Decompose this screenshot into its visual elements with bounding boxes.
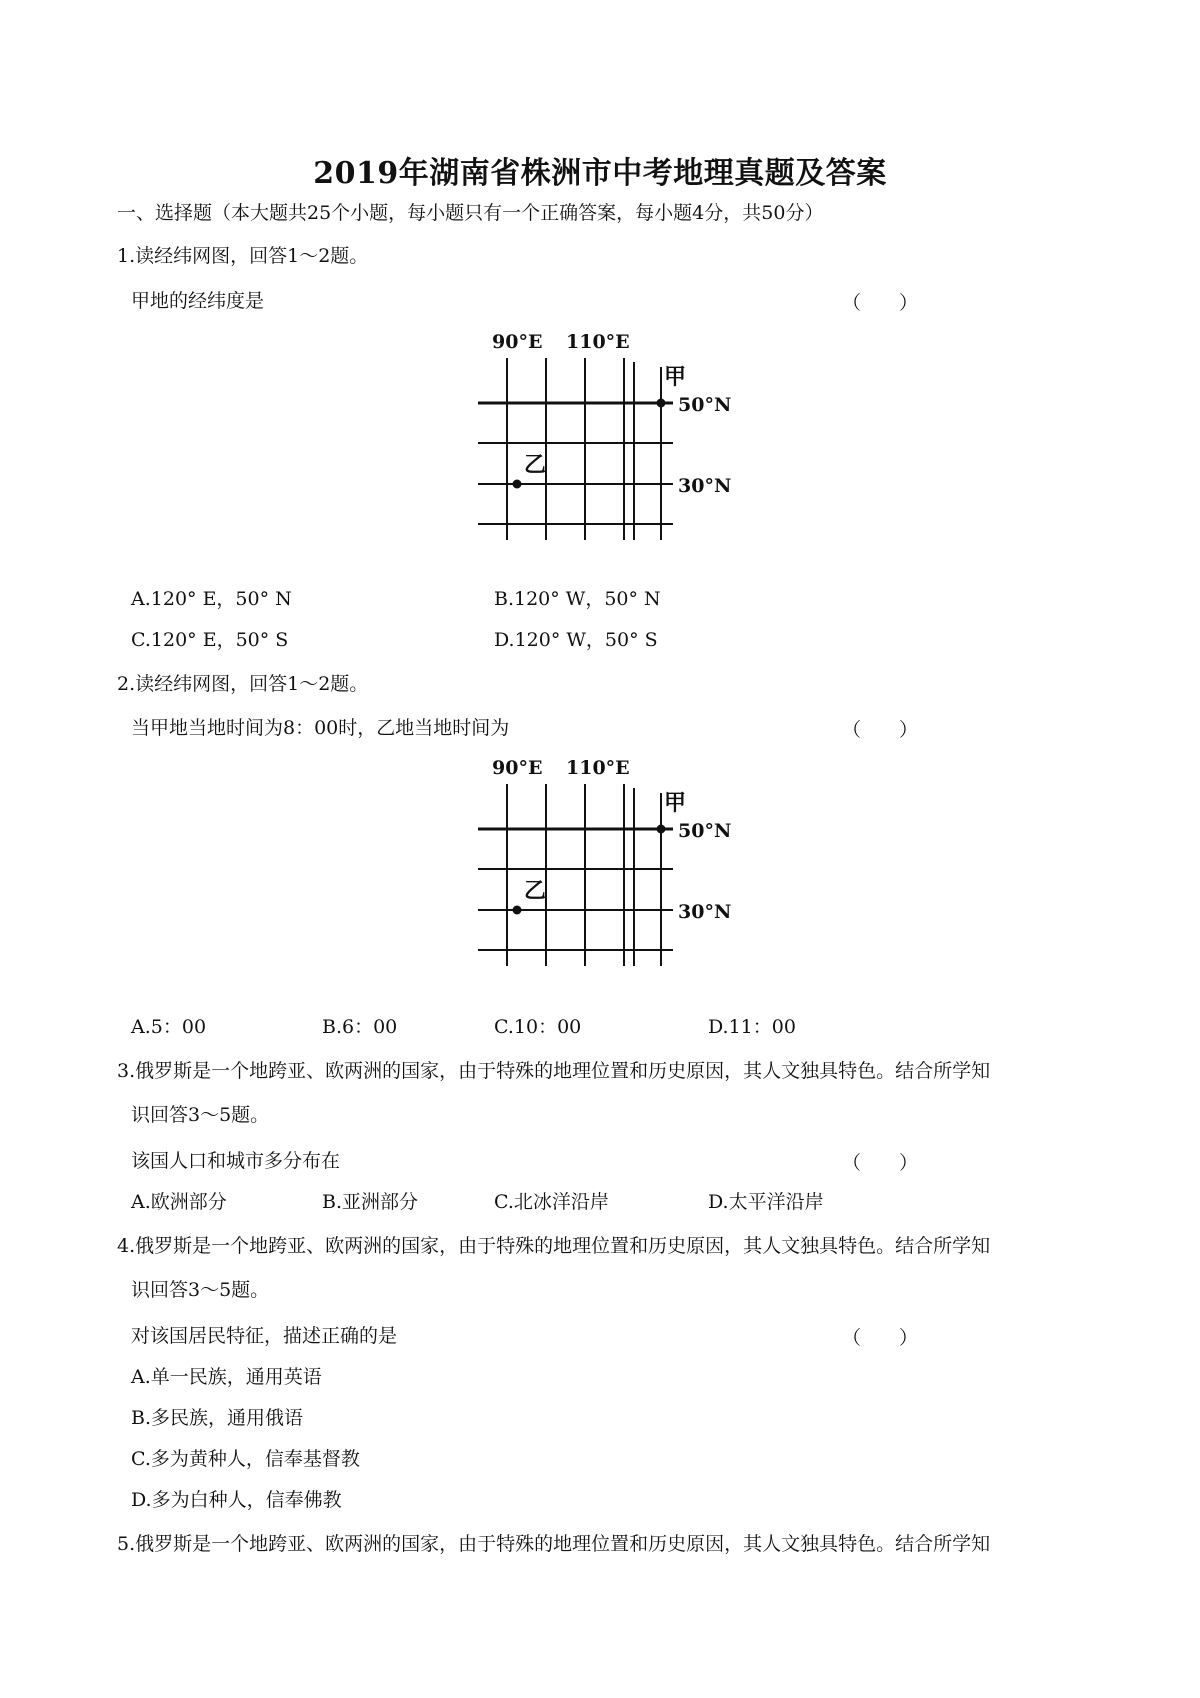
q2-option-d: D.11：00: [708, 1016, 796, 1038]
q1-question: 甲地的经纬度是: [131, 290, 265, 312]
q2-option-a: A.5：00: [131, 1016, 207, 1038]
q4-option-d: D.多为白种人，信奉佛教: [131, 1489, 342, 1511]
q1-option-c: C.120° E，50° S: [131, 629, 289, 651]
q3-question: 该国人口和城市多分布在: [131, 1150, 341, 1172]
q4-stem-line1: 4.俄罗斯是一个地跨亚、欧两洲的国家，由于特殊的地理位置和历史原因，其人文独具特色。结合所学知: [117, 1235, 991, 1257]
lon-label-90e: 90°E: [492, 757, 543, 779]
lon-label-110e: 110°E: [566, 757, 630, 779]
q4-question: 对该国居民特征，描述正确的是: [131, 1325, 398, 1347]
q4-answer-blank: （ ）: [842, 1327, 919, 1349]
lat-label-50n: 50°N: [678, 394, 732, 416]
lon-label-90e: 90°E: [492, 331, 543, 353]
q3-option-d: D.太平洋沿岸: [708, 1191, 824, 1213]
q5-stem-line1: 5.俄罗斯是一个地跨亚、欧两洲的国家，由于特殊的地理位置和历史原因，其人文独具特色。结合所学知: [117, 1533, 991, 1555]
q1-answer-blank: （ ）: [842, 292, 919, 314]
q2-option-c: C.10：00: [494, 1016, 582, 1038]
q2-stem: 2.读经纬网图，回答1～2题。: [117, 673, 369, 695]
point-yi-label: 乙: [524, 452, 547, 478]
q4-stem-line2: 识回答3～5题。: [131, 1279, 270, 1301]
q4-option-b: B.多民族，通用俄语: [131, 1407, 304, 1429]
q2-answer-blank: （ ）: [842, 719, 919, 741]
point-jia-label: 甲: [664, 790, 687, 816]
q2-option-b: B.6：00: [322, 1016, 398, 1038]
point-jia-dot: [657, 399, 666, 408]
q4-option-c: C.多为黄种人，信奉基督教: [131, 1448, 360, 1470]
q3-stem-line2: 识回答3～5题。: [131, 1104, 270, 1126]
q3-option-a: A.欧洲部分: [131, 1191, 227, 1213]
lat-label-30n: 30°N: [678, 475, 732, 497]
lon-label-110e: 110°E: [566, 331, 630, 353]
point-yi-dot: [513, 906, 522, 915]
q1-option-d: D.120° W，50° S: [494, 629, 658, 651]
q3-stem-line1: 3.俄罗斯是一个地跨亚、欧两洲的国家，由于特殊的地理位置和历史原因，其人文独具特色。结合所学知: [117, 1060, 991, 1082]
section-header: 一、选择题（本大题共25个小题，每小题只有一个正确答案，每小题4分，共50分）: [117, 202, 824, 224]
q3-option-c: C.北冰洋沿岸: [494, 1191, 609, 1213]
page-title: 2019年湖南省株洲市中考地理真题及答案: [313, 156, 887, 191]
q3-answer-blank: （ ）: [842, 1152, 919, 1174]
q2-question: 当甲地当地时间为8：00时，乙地当地时间为: [131, 717, 510, 739]
lat-label-30n: 30°N: [678, 901, 732, 923]
q2-lat-lon-grid: [478, 748, 738, 968]
point-yi-dot: [513, 480, 522, 489]
q1-option-a: A.120° E，50° N: [131, 588, 292, 610]
q4-option-a: A.单一民族，通用英语: [131, 1366, 322, 1388]
q3-option-b: B.亚洲部分: [322, 1191, 419, 1213]
q1-lat-lon-grid: [478, 322, 738, 542]
lat-label-50n: 50°N: [678, 820, 732, 842]
q1-stem: 1.读经纬网图，回答1～2题。: [117, 245, 369, 267]
point-jia-label: 甲: [664, 364, 687, 390]
point-yi-label: 乙: [524, 878, 547, 904]
q1-option-b: B.120° W，50° N: [494, 588, 661, 610]
point-jia-dot: [657, 825, 666, 834]
